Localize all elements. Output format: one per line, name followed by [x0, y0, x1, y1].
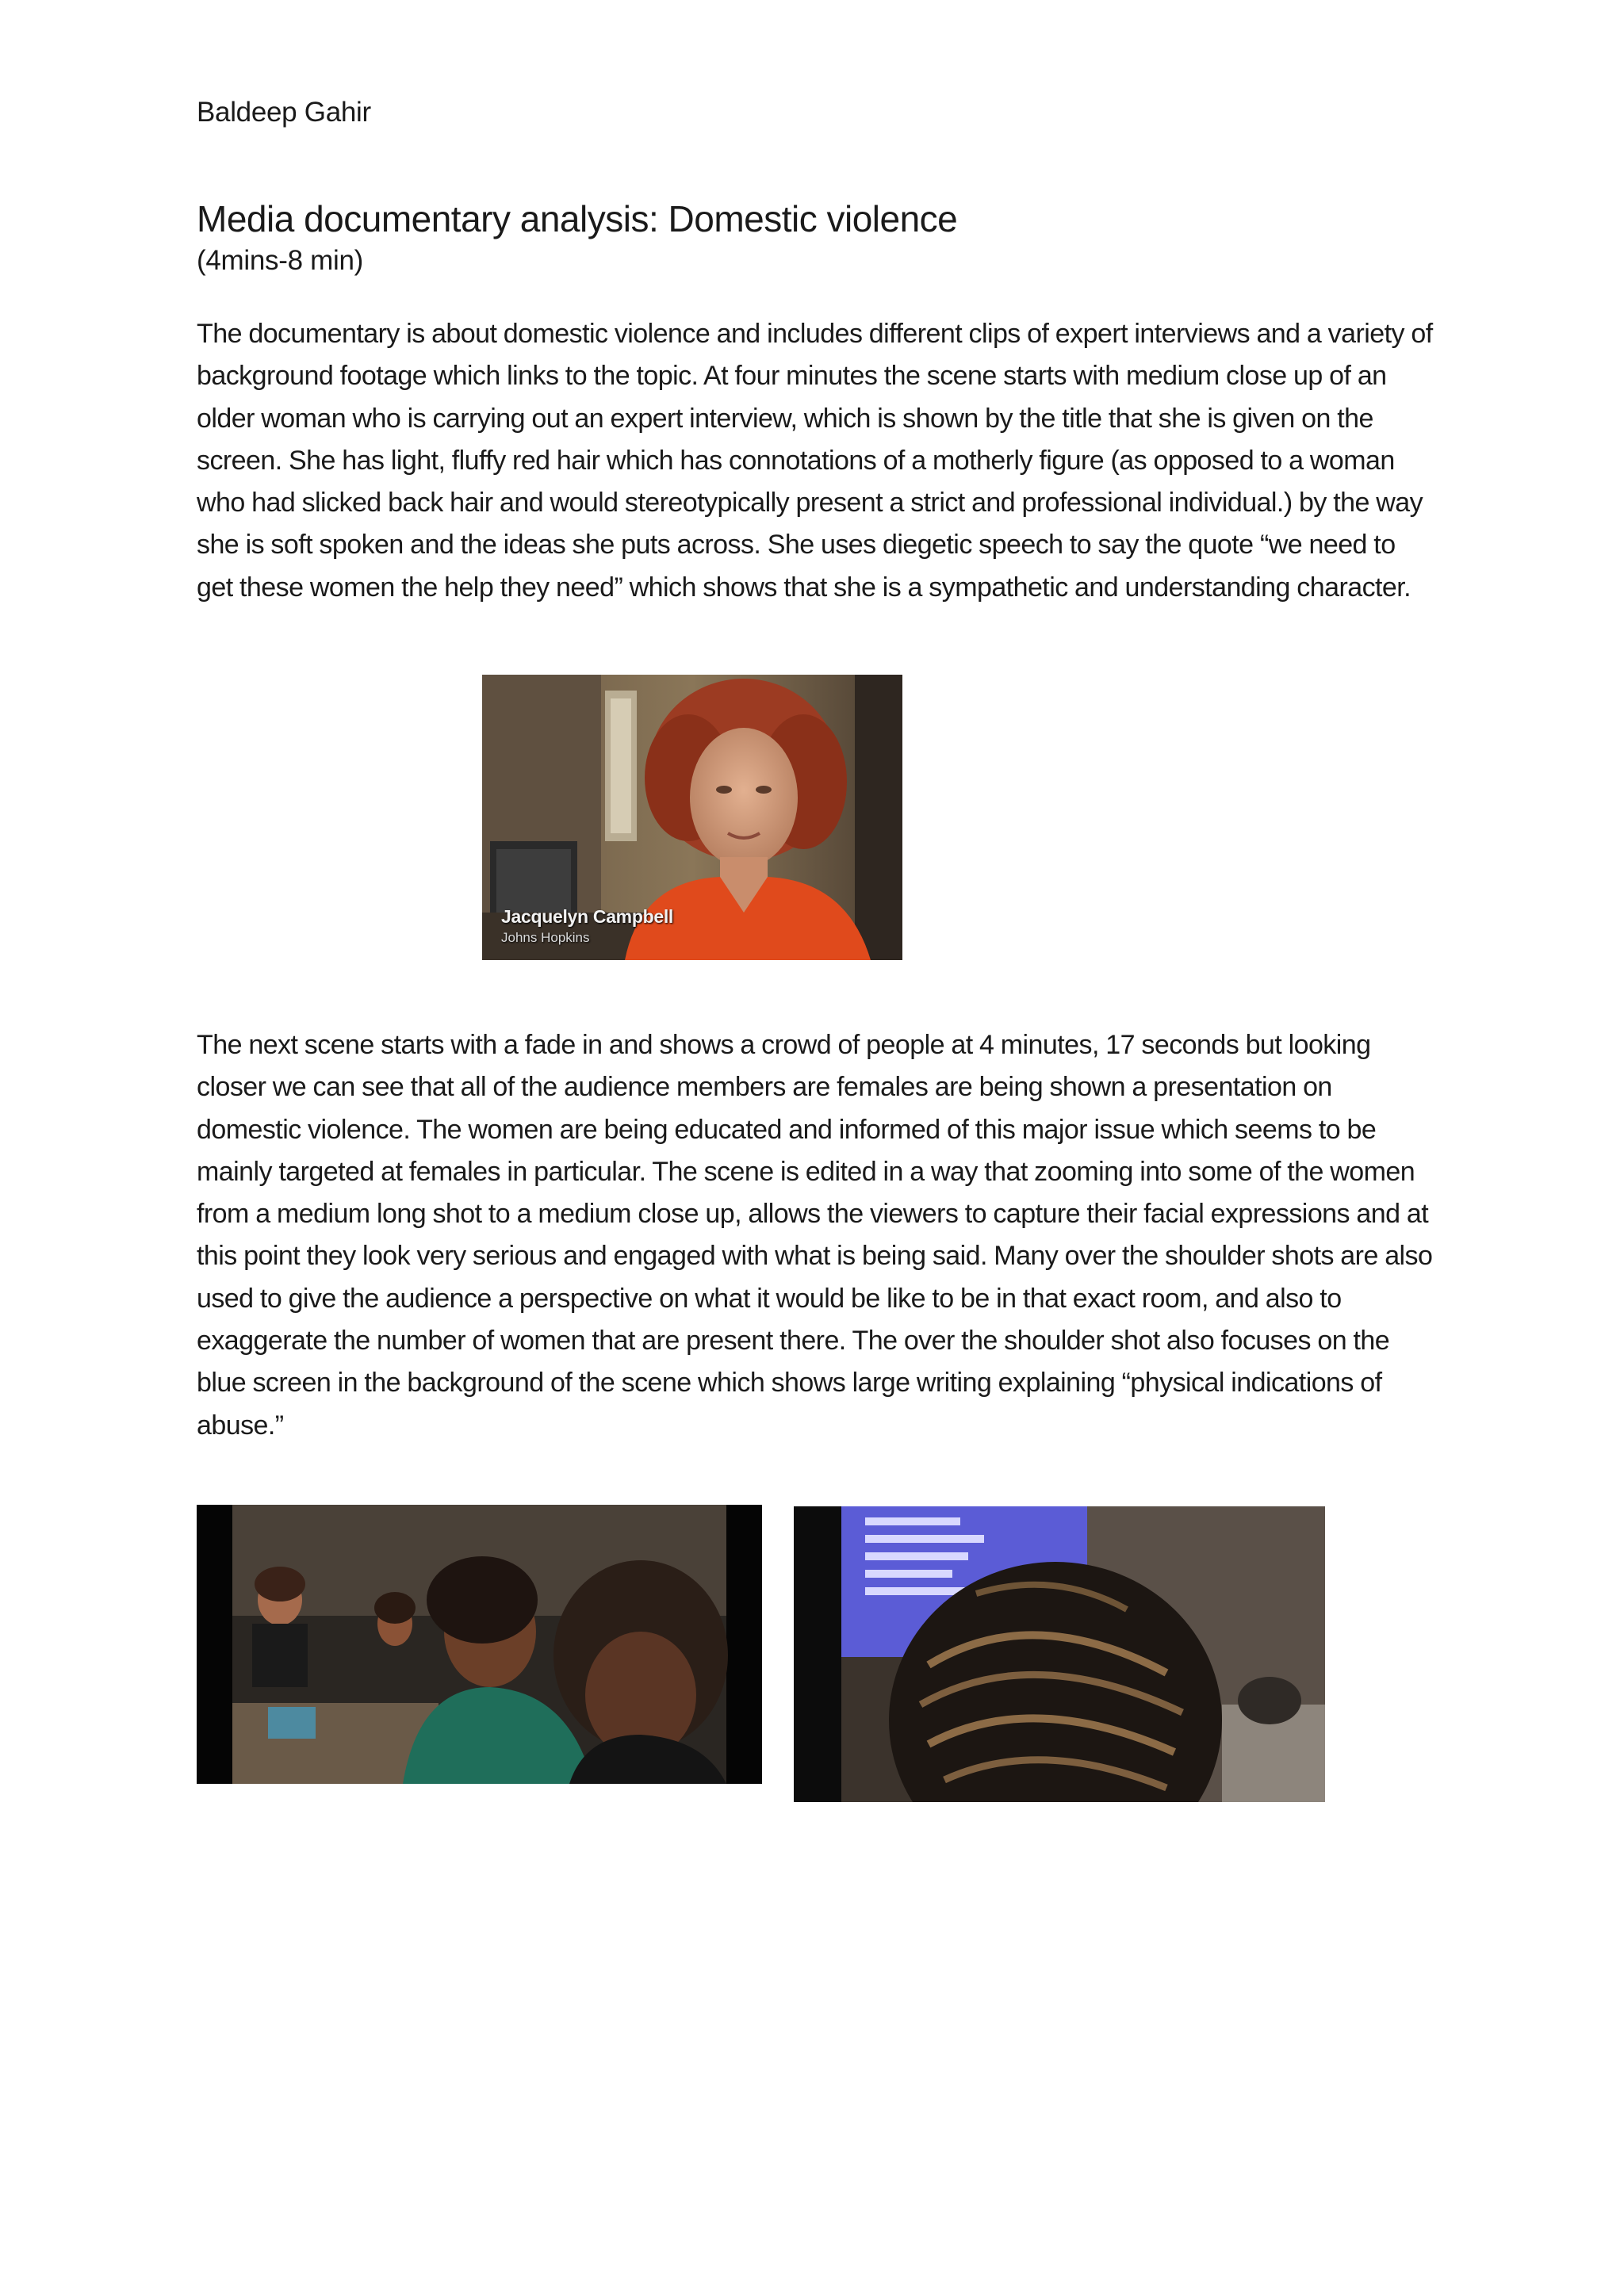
document-subtitle: (4mins-8 min)	[197, 245, 364, 276]
paragraph-1: The documentary is about domestic violence and includes different clips of expert interviews and a variety of background footage which links to the topic. At four minutes the scene starts with medium close up of an older woman who is carrying out an expert interview, which is shown by the title that she is given on the screen. She has light, fluffy red hair which has connotations of a motherly figure (as opposed to a woman who had slicked back hair and would stereotypically present a strict and professional individual.) by the way she is soft spoken and the ideas she puts across. She uses diegetic speech to say the quote “we need to get these women the help they need” which shows that she is a sympathetic and understanding character.	[197, 319, 1433, 603]
interview-caption-org: Johns Hopkins	[501, 930, 590, 945]
interview-screenshot	[482, 675, 902, 960]
author-name: Baldeep Gahir	[197, 97, 371, 128]
paragraph-2: The next scene starts with a fade in and shows a crowd of people at 4 minutes, 17 seconds but looking closer we can see that all of the audience members are females are being shown a presentation on domestic violence. The women are being educated and informed of this major issue which seems to be mainly targeted at females in particular. The scene is edited in a way that zooming into some of the women from a medium long shot to a medium close up, allows the viewers to capture their facial expressions and at this point they look very serious and engaged with what is being said. Many over the shoulder shots are also used to give the audience a perspective on what it would be like to be in that exact room, and also to exaggerate the number of women that are present there. The over the shoulder shot also focuses on the blue screen in the background of the scene which shows large writing explaining “physical indications of abuse.”	[197, 1030, 1433, 1441]
audience-screenshot	[197, 1505, 762, 1784]
document-title: Media documentary analysis: Domestic violence	[197, 198, 958, 239]
interview-caption-name: Jacquelyn Campbell	[501, 906, 674, 927]
presentation-screenshot	[794, 1506, 1325, 1802]
